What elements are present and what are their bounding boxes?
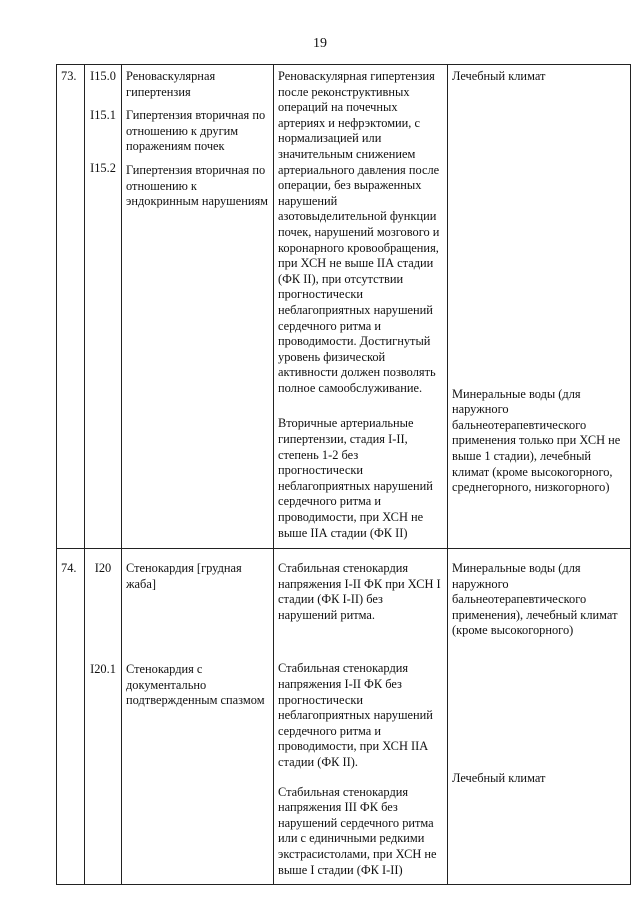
resort-factor-text: Минеральные воды (для наружного бальнеотерапевтического применения только при ХСН не выше 1 стадии), лечебный климат (кроме высокогорного, среднегорного, низкогорного) <box>452 386 621 495</box>
resort-factor-text: Лечебный климат <box>452 770 546 785</box>
disease-names-cell <box>122 549 274 885</box>
table-row-74 <box>57 549 631 885</box>
icd-codes-cell <box>85 65 122 549</box>
disease-names-cell <box>122 65 274 549</box>
resort-factor-text: Минеральные воды (для наружного бальнеотерапевтического применения), лечебный климат (кроме высокогорного) <box>452 561 618 638</box>
resort-factors-cell <box>448 549 631 885</box>
icd-code: I20 <box>94 561 112 575</box>
resort-indications-table <box>56 64 631 885</box>
indication-text: Реноваскулярная гипертензия после реконструктивных операций на почечных артериях и нефрэктомии, с нормализацией или значительным снижением артериального давления после операции, без выраженных нарушений азотовыделительной функции почек, нарушений мозгового и коронарного кровообращения, при ХСН не выше IIА стадии (ФК II), при отсутствии прогностически неблагоприятных нарушений сердечного ритма и проводимости. Достигнутый уровень физической активности должен позволять полное самообслуживание. <box>278 69 440 395</box>
resort-factors-cell <box>448 65 631 549</box>
icd-code: I15.0 <box>90 69 116 83</box>
resort-factor-text: Лечебный климат <box>452 69 546 83</box>
disease-name: Реноваскулярная гипертензия <box>126 69 216 99</box>
indication-text: Стабильная стенокардия напряжения I-II ФК при ХСН I стадии (ФК I-II) без нарушений ритма. <box>278 561 441 622</box>
indication-text: Стабильная стенокардия напряжения III ФК без нарушений сердечного ритма или с единичными редкими экстрасистолами, при ХСН не выше I стадии (ФК I-II) <box>278 784 437 877</box>
icd-code: I15.2 <box>90 161 116 176</box>
disease-name: Гипертензия вторичная по отношению к другим поражениям почек <box>126 108 266 154</box>
icd-code: I20.1 <box>90 661 116 676</box>
icd-code: I15.1 <box>90 107 116 122</box>
disease-name: Гипертензия вторичная по отношению к эндокринным нарушениям <box>126 162 269 209</box>
disease-name: Стенокардия [грудная жаба] <box>126 561 242 591</box>
indication-text: Вторичные артериальные гипертензии, стадия I-II, степень 1-2 без прогностически неблагоприятных нарушений сердечного ритма и проводимости, при ХСН не выше IIА стадии (ФК II) <box>278 416 433 540</box>
disease-name: Стенокардия с документально подтвержденным спазмом <box>126 662 265 708</box>
indication-text: Стабильная стенокардия напряжения I-II ФК без прогностически неблагоприятных нарушений сердечного ритма и проводимости, при ХСН IIА стадии (ФК II). <box>278 661 433 769</box>
indications-cell <box>274 65 448 549</box>
table-row-73 <box>57 65 631 549</box>
row-number: 74. <box>57 549 85 885</box>
row-number: 73. <box>57 65 85 549</box>
icd-codes-cell <box>85 549 122 885</box>
indications-cell <box>274 549 448 885</box>
page-number: 19 <box>313 36 327 51</box>
